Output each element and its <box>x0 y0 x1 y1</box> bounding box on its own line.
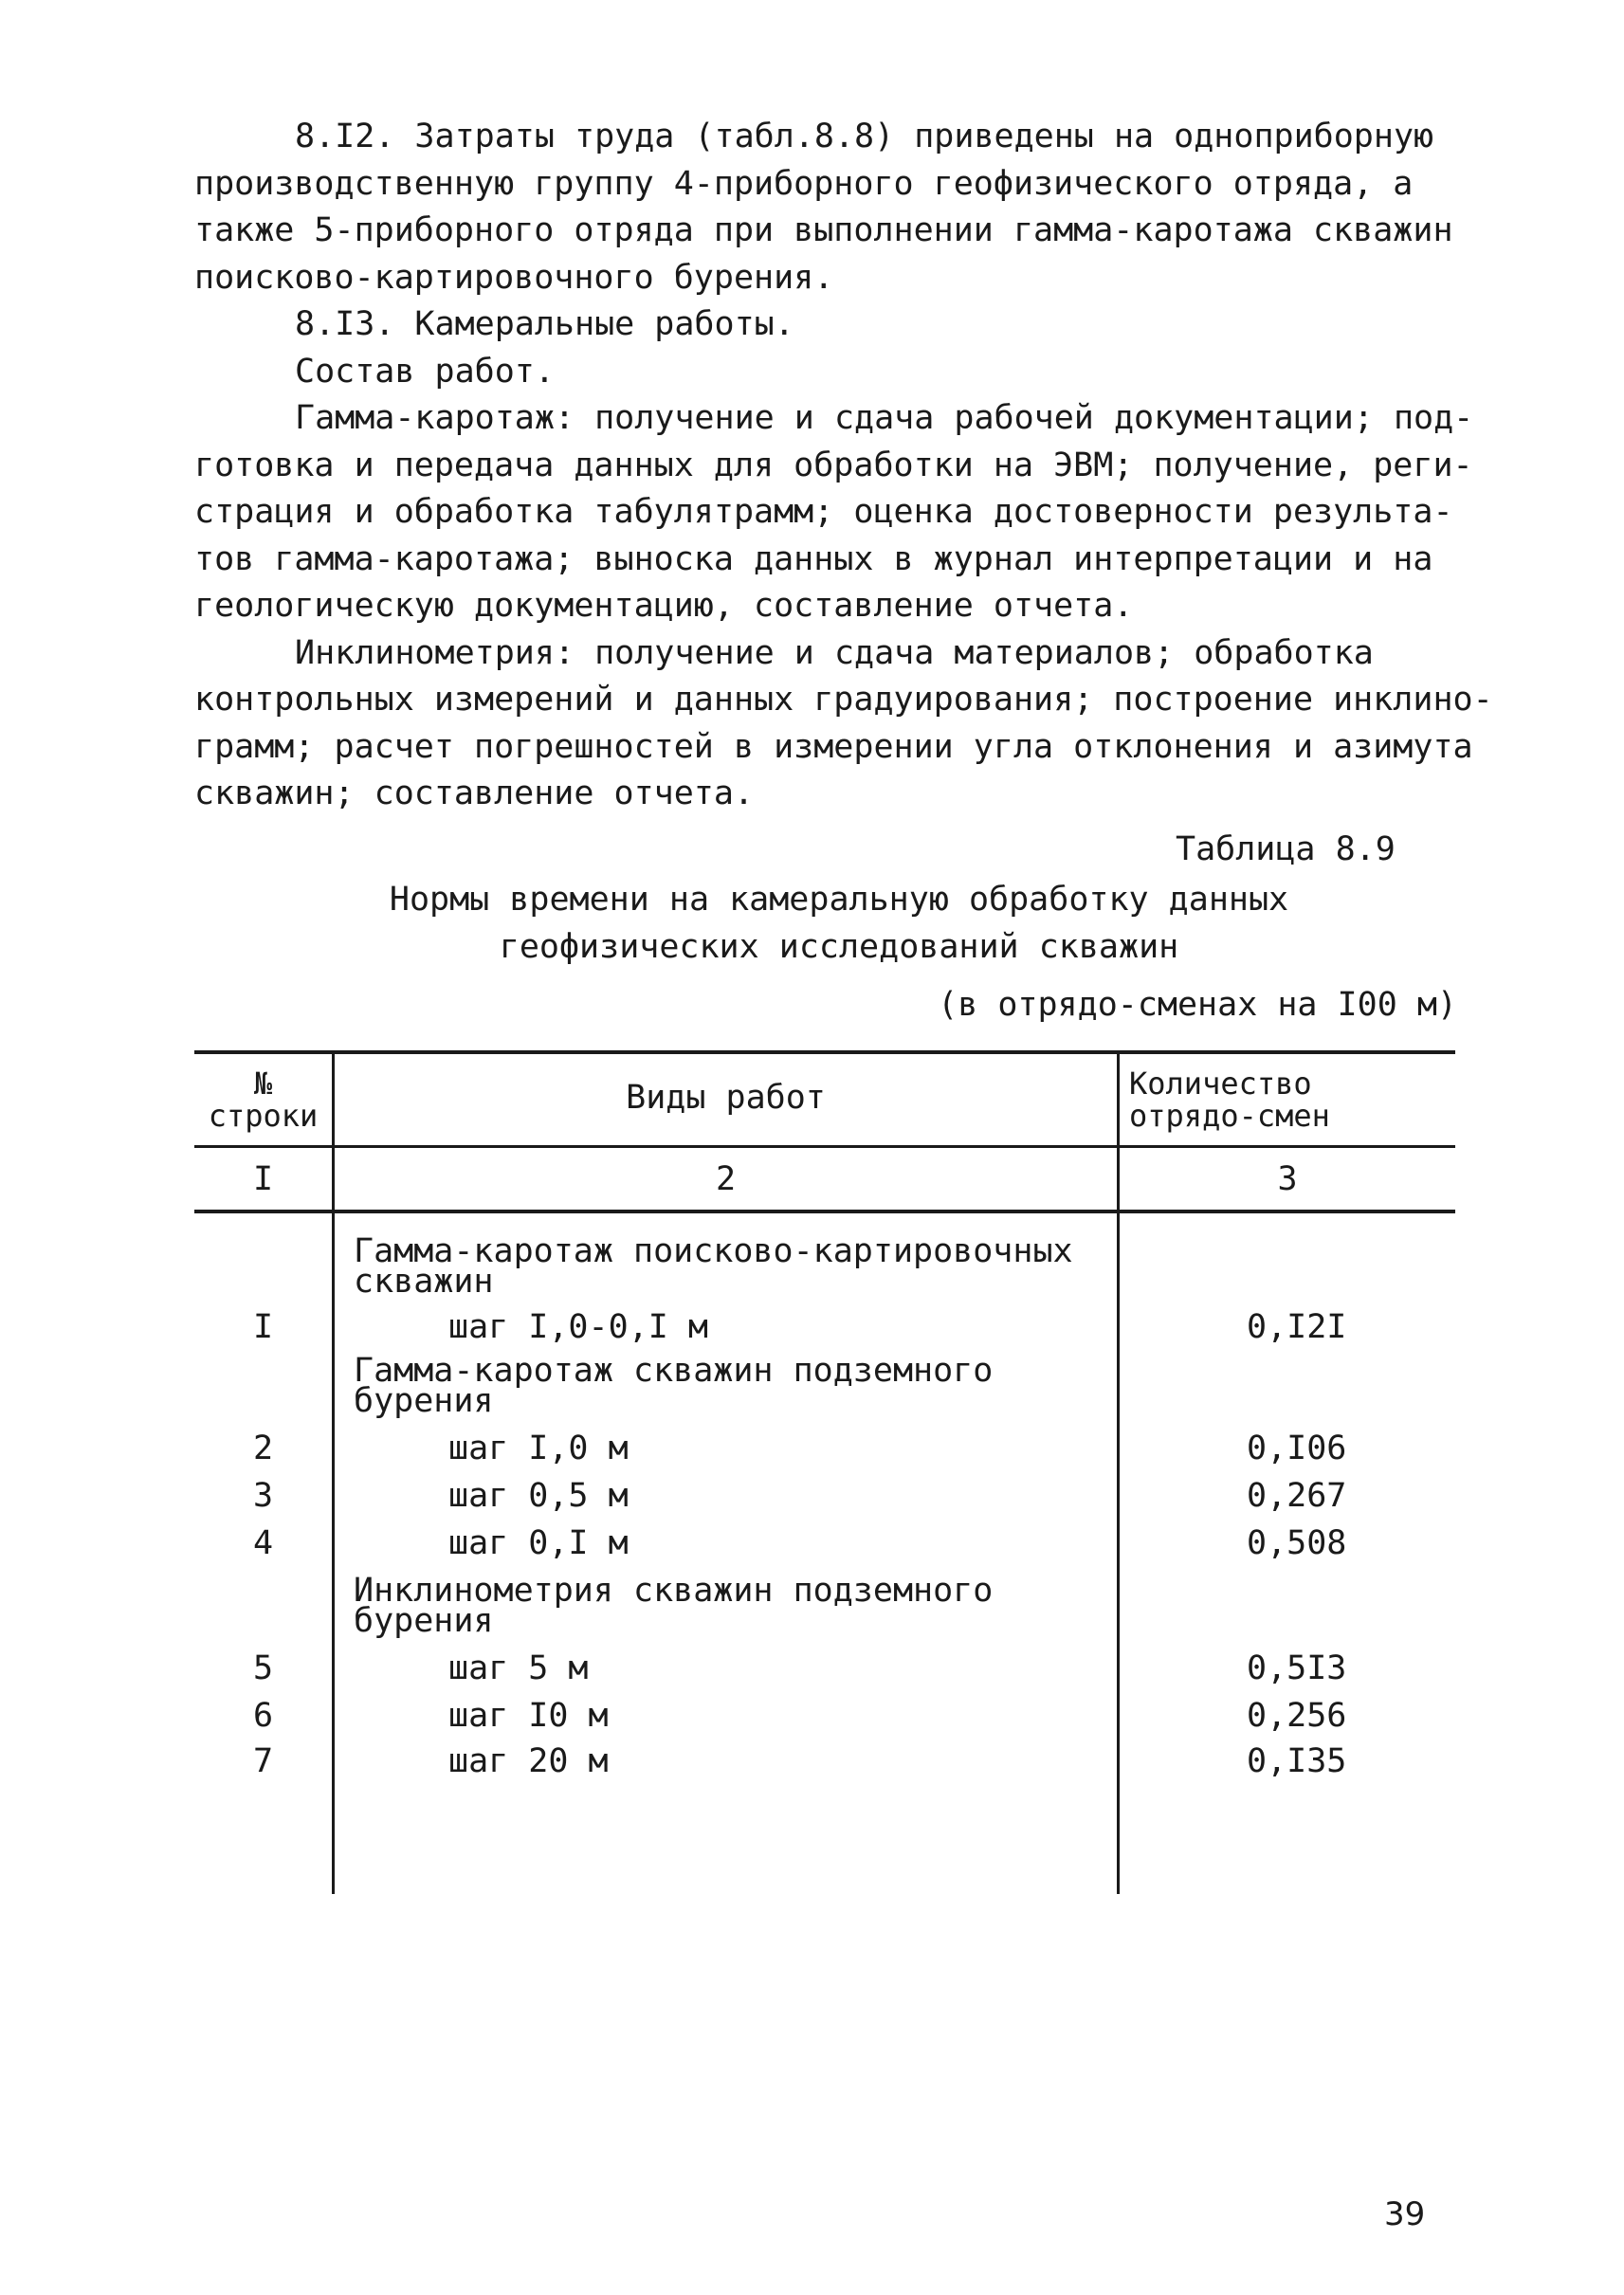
paragraph-inclinometry <box>194 630 1493 818</box>
row-work: шаг I0 м <box>448 1697 609 1735</box>
row-work: шаг 20 м <box>448 1742 609 1780</box>
table-row <box>194 1304 1455 1350</box>
text-line: производственную группу 4-приборного геофизического отряда, а <box>194 164 1414 203</box>
text-line: 8.I2. Затраты труда (табл.8.8) приведены на одноприборную <box>295 118 1434 155</box>
text-line: скважин; составление отчета. <box>194 774 755 812</box>
text-line: готовка и передача данных для обработки на ЭВМ; получение, реги- <box>194 446 1473 484</box>
row-quantity: 0,256 <box>1247 1697 1347 1735</box>
text-line: грамм; расчет погрешностей в измерении угла отклонения и азимута <box>194 727 1473 766</box>
table-row <box>194 1739 1455 1784</box>
header-label: строки <box>208 1098 319 1134</box>
text-line: контрольных измерений и данных градуирования; построение инклино- <box>194 681 1493 719</box>
header-quantity <box>1123 1067 1456 1132</box>
paragraph-gamma <box>194 395 1484 630</box>
row-quantity: 0,5I3 <box>1247 1649 1347 1687</box>
group-title-line: бурения <box>354 1602 494 1640</box>
text-line: Инклинометрия: получение и сдача материалов; обработка <box>295 633 1374 672</box>
column-number: I <box>252 1160 274 1198</box>
table-number: Таблица 8.9 <box>1176 830 1396 868</box>
row-number: 2 <box>252 1430 274 1467</box>
group-title <box>354 1232 1112 1301</box>
number-sign: № <box>253 1066 273 1102</box>
paragraph-8-13 <box>194 301 1484 349</box>
row-quantity: 0,267 <box>1247 1477 1347 1515</box>
table-title-line: Нормы времени на камеральную обработку данных <box>389 881 1289 919</box>
group-title <box>354 1572 1112 1640</box>
row-quantity: 0,I35 <box>1247 1742 1347 1780</box>
table-row <box>194 1426 1455 1471</box>
row-number: 6 <box>252 1697 274 1735</box>
text-line: Гамма-каротаж: получение и сдача рабочей документации; под- <box>295 399 1474 437</box>
numbers-rule <box>194 1210 1455 1213</box>
text-line: поисково-картировочного бурения. <box>194 258 834 297</box>
row-work: шаг I,0-0,I м <box>448 1308 708 1346</box>
norms-table <box>194 1050 1455 1903</box>
group-heading <box>194 1572 1455 1640</box>
paragraph-composition <box>194 349 1484 396</box>
table-title <box>194 876 1484 971</box>
group-title-line: Гамма-каротаж скважин подземного <box>354 1352 994 1390</box>
row-number: I <box>252 1308 274 1346</box>
table-row <box>194 1646 1455 1691</box>
row-quantity: 0,I06 <box>1247 1430 1347 1467</box>
text-line: тов гамма-каротажа; выноска данных в журнал интерпретации и на <box>194 539 1433 578</box>
body-text <box>194 114 1493 818</box>
group-title <box>354 1352 1112 1420</box>
group-title-line: Гамма-каротаж поисково-картировочных <box>354 1232 1073 1270</box>
group-title-line: скважин <box>354 1263 494 1301</box>
row-work: шаг 0,5 м <box>448 1477 629 1515</box>
row-work: шаг 0,I м <box>448 1524 629 1562</box>
table-title-line: геофизических исследований скважин <box>499 928 1179 966</box>
header-work-types: Виды работ <box>626 1079 826 1117</box>
column-number: 3 <box>1277 1160 1298 1198</box>
row-number: 3 <box>252 1477 274 1515</box>
text-line: страция и обработка табулятрамм; оценка достоверности результа- <box>194 493 1453 531</box>
row-quantity: 0,I2I <box>1247 1308 1347 1346</box>
row-number: 4 <box>252 1524 274 1562</box>
row-number: 5 <box>252 1649 274 1687</box>
text-line: Состав работ. <box>295 352 555 391</box>
text-line: также 5-приборного отряда при выполнении гамма-каротажа скважин <box>194 211 1453 249</box>
row-quantity: 0,508 <box>1247 1524 1347 1562</box>
table-units: (в отрядо-сменах на I00 м) <box>938 986 1457 1024</box>
row-number: 7 <box>252 1742 274 1780</box>
column-number: 2 <box>715 1160 737 1198</box>
row-work: шаг 5 м <box>448 1649 589 1687</box>
table-row <box>194 1473 1455 1519</box>
text-line: геологическую документацию, составление отчета. <box>194 587 1134 625</box>
page-number: 39 <box>1384 2195 1426 2233</box>
header-row-number <box>194 1067 332 1132</box>
table-row <box>194 1521 1455 1566</box>
table-row <box>194 1693 1455 1739</box>
group-heading <box>194 1352 1455 1420</box>
header-label: Количество <box>1129 1066 1312 1102</box>
text-line: 8.I3. Камеральные работы. <box>295 305 794 343</box>
header-label: отрядо-смен <box>1129 1098 1330 1134</box>
table-top-rule <box>194 1050 1455 1054</box>
paragraph-8-12 <box>194 114 1484 301</box>
group-heading <box>194 1232 1455 1301</box>
group-title-line: бурения <box>354 1382 494 1420</box>
header-rule <box>194 1145 1455 1148</box>
group-title-line: Инклинометрия скважин подземного <box>354 1572 994 1610</box>
row-work: шаг I,0 м <box>448 1430 629 1467</box>
